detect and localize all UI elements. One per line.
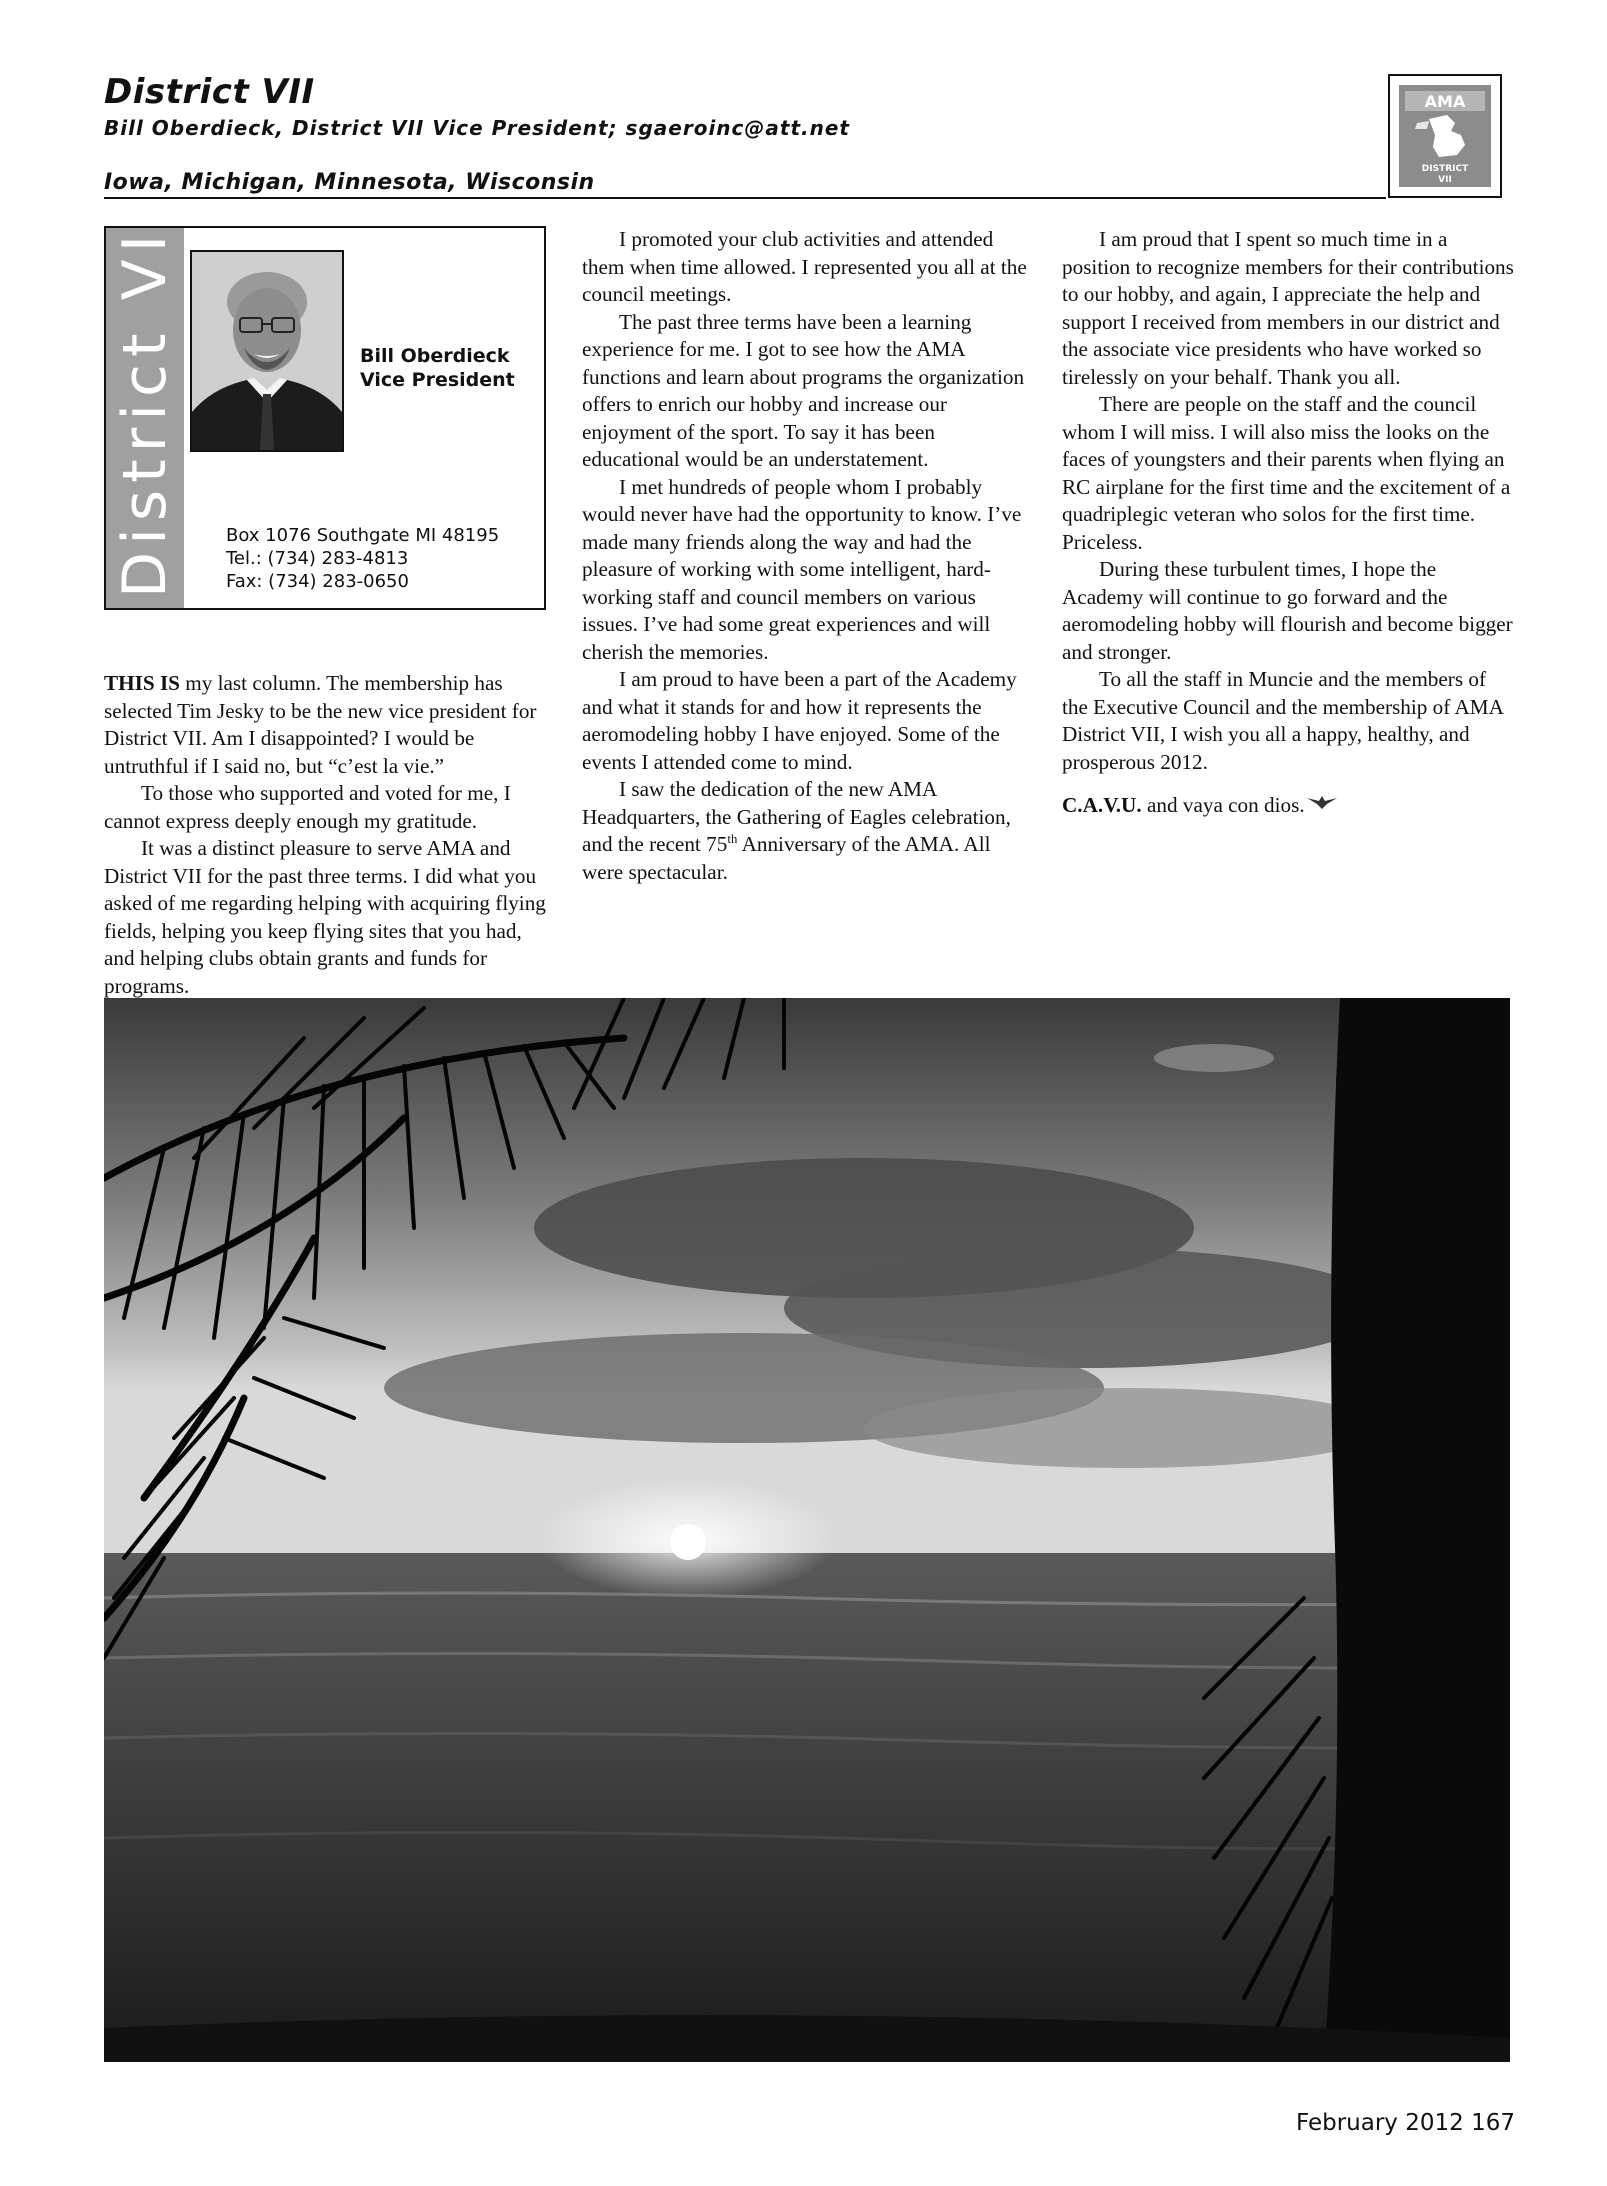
- district-band-label: District VII: [110, 202, 180, 598]
- ama-eagle-icon: [1307, 790, 1337, 818]
- logo-district-text: DISTRICT: [1421, 164, 1469, 174]
- article-column-1: [104, 670, 552, 1000]
- article-paragraph: I am proud to have been a part of the Academy and what it stands for and how it represents the aeromodeling hobby I have enjoyed. Some of the events I attended come to mind.: [582, 667, 1017, 774]
- article-paragraph: I promoted your club activities and attended them when time allowed. I represented you all at the council meetings.: [582, 227, 1027, 306]
- logo-panel: [1399, 85, 1491, 187]
- michigan-map-icon: [1399, 85, 1491, 187]
- vice-president-card: [104, 202, 546, 610]
- portrait-photo: [190, 250, 344, 452]
- article-paragraph: THIS IS my last column. The membership has selected Tim Jesky to be the new vice president for District VII. Am I disappointed? I would be untruthful if I said no, but “c’est la vie.”: [104, 671, 537, 778]
- article-paragraph: I met hundreds of people whom I probably would never have had the opportunity to know. I’ve made many friends along the way and had the pleasure of working with some intelligent, hard-working staff and council members on various issues. I’ve had some great experiences and will cherish the memories.: [582, 474, 1022, 664]
- vp-address: Box 1076 Southgate MI 48195: [226, 525, 500, 546]
- page-subtitle: Bill Oberdieck, District VII Vice President; sgaeroinc@att.net: [104, 116, 850, 140]
- article-paragraph: During these turbulent times, I hope the Academy will continue to go forward and the aeromodeling hobby will flourish and become bigger and stronger.: [1062, 557, 1513, 664]
- ama-district-logo: [1388, 74, 1502, 198]
- logo-ama-text: AMA: [1424, 92, 1466, 111]
- article-paragraph: I saw the dedication of the new AMA Headquarters, the Gathering of Eagles celebration, and the recent 75th Anniversary of the AMA. All were spectacular.: [582, 777, 1011, 884]
- article-paragraph: It was a distinct pleasure to serve AMA and District VII for the past three terms. I did what you asked of me regarding helping with acquiring flying fields, helping you keep flying sites that you had, and helping clubs obtain grants and funds for programs.: [104, 836, 546, 998]
- vp-fax: Fax: (734) 283-0650: [226, 571, 409, 592]
- sunset-photo: [104, 998, 1510, 2062]
- page-title: District VII: [104, 72, 315, 112]
- lead-in: THIS IS: [104, 671, 180, 695]
- vp-phone: Tel.: (734) 283-4813: [226, 548, 409, 569]
- header-rule: [104, 197, 1386, 199]
- article-column-3: [1062, 226, 1516, 820]
- closing-line: C.A.V.U. and vaya con dios.: [1062, 790, 1516, 820]
- article-paragraph: There are people on the staff and the council whom I will miss. I will also miss the looks on the faces of youngsters and their parents when flying an RC airplane for the first time and the excitement of a quadriplegic veteran who solos for the first time. Priceless.: [1062, 392, 1511, 554]
- article-paragraph: To all the staff in Muncie and the members of the Executive Council and the membership of AMA District VII, I wish you all a happy, healthy, and prosperous 2012.: [1062, 667, 1503, 774]
- logo-roman-text: VII: [1438, 175, 1452, 185]
- district-band: [106, 202, 184, 608]
- portrait-image: [192, 252, 342, 450]
- article-paragraph: To those who supported and voted for me, I cannot express deeply enough my gratitude.: [104, 781, 511, 833]
- district-states: Iowa, Michigan, Minnesota, Wisconsin: [104, 170, 595, 195]
- page-footer: February 2012 167: [1296, 2110, 1515, 2136]
- sunset-image: [104, 998, 1510, 2062]
- vp-name-block: [360, 344, 515, 392]
- article-column-2: [582, 226, 1034, 886]
- vp-role: Vice President: [360, 369, 515, 391]
- article-paragraph: The past three terms have been a learning experience for me. I got to see how the AMA functions and learn about programs the organization offers to enrich our hobby and increase our enjoyment of the sport. To say it has been educational would be an understatement.: [582, 309, 1025, 471]
- vp-name: Bill Oberdieck: [360, 345, 510, 367]
- article-paragraph: I am proud that I spent so much time in a position to recognize members for their contributions to our hobby, and again, I appreciate the help and support I received from members in our district and the associate vice presidents who have worked so tirelessly on your behalf. Thank you all.: [1062, 227, 1514, 389]
- vp-contact-block: [226, 524, 499, 593]
